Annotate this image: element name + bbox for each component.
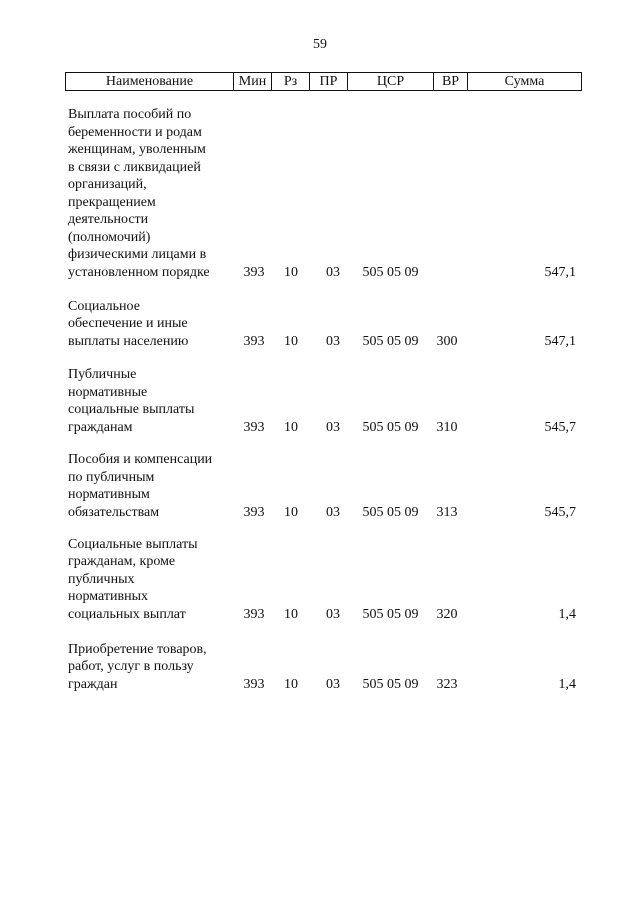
row-name-line: нормативные xyxy=(68,384,148,400)
row-name xyxy=(68,298,238,351)
table-header xyxy=(65,72,582,91)
row-name-line: Выплата пособий по xyxy=(68,107,192,122)
row-name-line: граждан xyxy=(68,676,118,692)
row-name-line: публичных xyxy=(68,571,135,587)
cell-min: 393 xyxy=(243,419,265,435)
page-number: 59 xyxy=(313,37,327,52)
cell-pr: 03 xyxy=(326,504,340,520)
cell-pr: 03 xyxy=(326,419,340,435)
row-name-line: организаций, xyxy=(68,177,147,192)
cell-sum: 1,4 xyxy=(558,606,576,622)
row-name-line: Пособия и компенсации xyxy=(68,452,213,467)
row-name-line: Приобретение товаров, xyxy=(68,641,207,657)
row-name-line: (полномочий) xyxy=(68,229,151,245)
row-name-line: обязательствам xyxy=(68,504,160,520)
cell-pr: 03 xyxy=(326,676,340,692)
cell-vr: 323 xyxy=(436,676,458,692)
row-name-line: беременности и родам xyxy=(68,124,202,140)
cell-rz: 10 xyxy=(284,606,298,622)
row-name-line: нормативных xyxy=(68,589,149,604)
cell-vr: 313 xyxy=(436,504,458,520)
header-name: Наименование xyxy=(66,73,234,91)
cell-min: 393 xyxy=(243,606,265,622)
row-name-line: нормативным xyxy=(68,487,150,502)
cell-csr: 505 05 09 xyxy=(362,504,419,520)
header-min: Мин xyxy=(234,73,272,91)
cell-pr: 03 xyxy=(326,333,340,349)
row-name xyxy=(68,366,238,436)
table-row xyxy=(0,106,640,281)
row-name-line: деятельности xyxy=(68,212,149,227)
header-pr: ПР xyxy=(310,73,348,91)
row-name-line: социальных выплат xyxy=(68,606,186,622)
cell-rz: 10 xyxy=(284,419,298,435)
cell-csr: 505 05 09 xyxy=(362,419,419,435)
cell-rz: 10 xyxy=(284,676,298,692)
row-name-line: работ, услуг в пользу xyxy=(68,659,194,674)
header-vr: ВР xyxy=(434,73,468,91)
cell-sum: 545,7 xyxy=(544,504,576,520)
table-row xyxy=(0,451,640,521)
row-name xyxy=(68,451,238,521)
row-name-line: женщинам, уволенным xyxy=(68,142,206,157)
cell-vr: 300 xyxy=(436,333,458,349)
header-csr: ЦСР xyxy=(348,73,434,91)
row-name-line: социальные выплаты xyxy=(68,402,195,417)
table-row xyxy=(0,298,640,351)
cell-sum: 547,1 xyxy=(544,264,576,280)
row-name-line: гражданам, кроме xyxy=(68,554,176,569)
row-name-line: прекращением xyxy=(68,194,156,210)
cell-pr: 03 xyxy=(326,606,340,622)
cell-min: 393 xyxy=(243,504,265,520)
cell-min: 393 xyxy=(243,333,265,349)
cell-vr: 320 xyxy=(436,606,458,622)
cell-min: 393 xyxy=(243,676,265,692)
cell-csr: 505 05 09 xyxy=(362,264,419,280)
row-name-line: выплаты населению xyxy=(68,333,189,349)
row-name xyxy=(68,536,238,624)
header-sum: Сумма xyxy=(468,73,582,91)
cell-csr: 505 05 09 xyxy=(362,606,419,622)
row-name-line: по публичным xyxy=(68,469,155,485)
cell-sum: 1,4 xyxy=(558,676,576,692)
cell-pr: 03 xyxy=(326,264,340,280)
cell-sum: 547,1 xyxy=(544,333,576,349)
row-name-line: физическими лицами в xyxy=(68,247,207,262)
cell-rz: 10 xyxy=(284,333,298,349)
cell-csr: 505 05 09 xyxy=(362,333,419,349)
table-row xyxy=(0,536,640,624)
row-name xyxy=(68,106,238,281)
table-row xyxy=(0,641,640,694)
row-name-line: Социальные выплаты xyxy=(68,536,198,552)
cell-sum: 545,7 xyxy=(544,419,576,435)
cell-min: 393 xyxy=(243,264,265,280)
row-name-line: обеспечение и иные xyxy=(68,316,188,331)
row-name-line: гражданам xyxy=(68,419,133,435)
row-name-line: в связи с ликвидацией xyxy=(68,159,201,175)
cell-rz: 10 xyxy=(284,504,298,520)
row-name-line: Публичные xyxy=(68,367,137,382)
table-row xyxy=(0,366,640,436)
cell-vr: 310 xyxy=(436,419,458,435)
row-name-line: установленном порядке xyxy=(68,264,210,280)
cell-rz: 10 xyxy=(284,264,298,280)
header-rz: Рз xyxy=(272,73,310,91)
cell-csr: 505 05 09 xyxy=(362,676,419,692)
row-name-line: Социальное xyxy=(68,298,140,314)
row-name xyxy=(68,641,238,694)
